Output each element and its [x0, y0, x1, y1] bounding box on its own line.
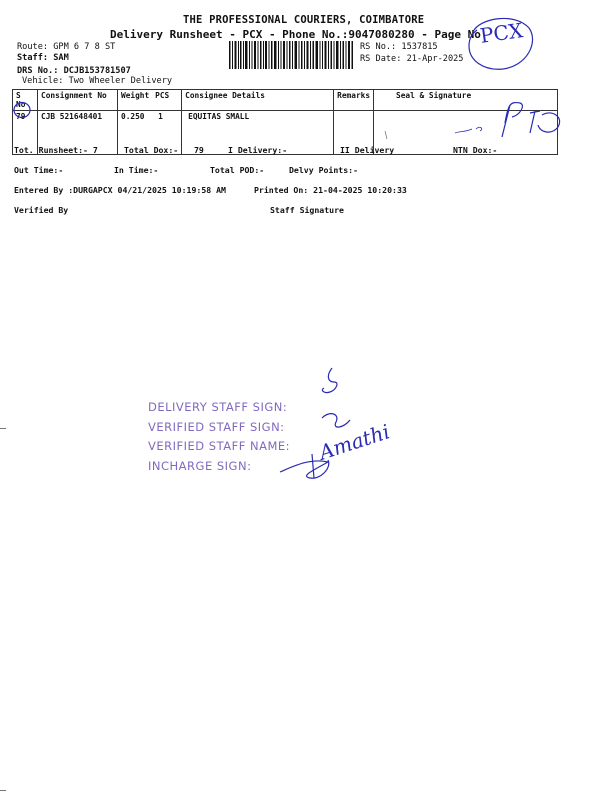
- printed-on: Printed On: 21-04-2025 10:20:33: [254, 185, 407, 195]
- rs-number: RS No.: 1537815: [360, 42, 438, 52]
- drs-number: DRS No.: DCJB153781507: [17, 66, 131, 76]
- header-remarks: Remarks: [334, 90, 374, 111]
- out-time: Out Time:-: [14, 165, 64, 175]
- route-line: Route: GPM 6 7 8 ST: [17, 42, 116, 52]
- header-consignment-no: Consignment No: [38, 90, 118, 111]
- edge-mark: [0, 790, 6, 791]
- total-dox-label: Total Dox:-: [124, 145, 179, 155]
- stamp-verified-staff-name: VERIFIED STAFF NAME:: [148, 439, 291, 453]
- sno-circle-mark: [12, 100, 32, 120]
- header-seal-signature: Seal & Signature: [374, 90, 558, 111]
- cell-pcs: 1: [152, 111, 182, 155]
- runsheet-title: Delivery Runsheet - PCX - Phone No.:9047080280 - Page No: [110, 28, 481, 41]
- company-name: THE PROFESSIONAL COURIERS, COIMBATORE: [183, 14, 425, 26]
- stamp-verified-staff-sign: VERIFIED STAFF SIGN:: [148, 419, 285, 434]
- ntn-dox: NTN Dox:-: [453, 145, 498, 155]
- total-dox-value: 79: [194, 145, 204, 155]
- stamp-incharge-sign: INCHARGE SIGN:: [148, 458, 252, 473]
- verification-stamp: [148, 398, 290, 476]
- entered-by: Entered By :DURGAPCX 04/21/2025 10:19:58 AM: [14, 185, 226, 195]
- edge-mark: [0, 428, 6, 429]
- header-consignee-details: Consignee Details: [182, 90, 334, 111]
- total-pod: Total POD:-: [210, 165, 265, 175]
- header-sno: S No: [13, 90, 38, 111]
- header-pcs: PCS: [152, 90, 182, 111]
- i-delivery: I Delivery:-: [228, 145, 288, 155]
- cell-weight: 0.250: [118, 111, 153, 155]
- delvy-points: Delvy Points:-: [289, 165, 359, 175]
- barcode: [229, 41, 353, 69]
- stamp-signature-scribbles: [270, 360, 420, 490]
- in-time: In Time:-: [114, 165, 159, 175]
- header-weight: Weight: [118, 90, 153, 111]
- rs-date: RS Date: 21-Apr-2025: [360, 54, 464, 64]
- cell-consignee: EQUITAS SMALL: [182, 111, 334, 155]
- tot-runsheet: Tot. Runsheet:- 7: [14, 145, 98, 155]
- verified-name-handwriting: Amathi: [316, 419, 393, 465]
- vehicle-line: Vehicle: Two Wheeler Delivery: [22, 76, 173, 86]
- stamp-delivery-staff-sign: DELIVERY STAFF SIGN:: [148, 400, 288, 414]
- verified-by: Verified By: [14, 205, 69, 215]
- seal-signature-scribble: [380, 95, 580, 143]
- staff-signature-label: Staff Signature: [270, 205, 344, 215]
- cell-consignment-no: CJB 521648401: [38, 111, 118, 155]
- pcx-handwritten-code: PCX: [478, 18, 525, 48]
- cell-sno: 79: [13, 111, 38, 155]
- staff-line: Staff: SAM: [17, 53, 69, 63]
- ii-delivery: II Delivery: [340, 145, 395, 155]
